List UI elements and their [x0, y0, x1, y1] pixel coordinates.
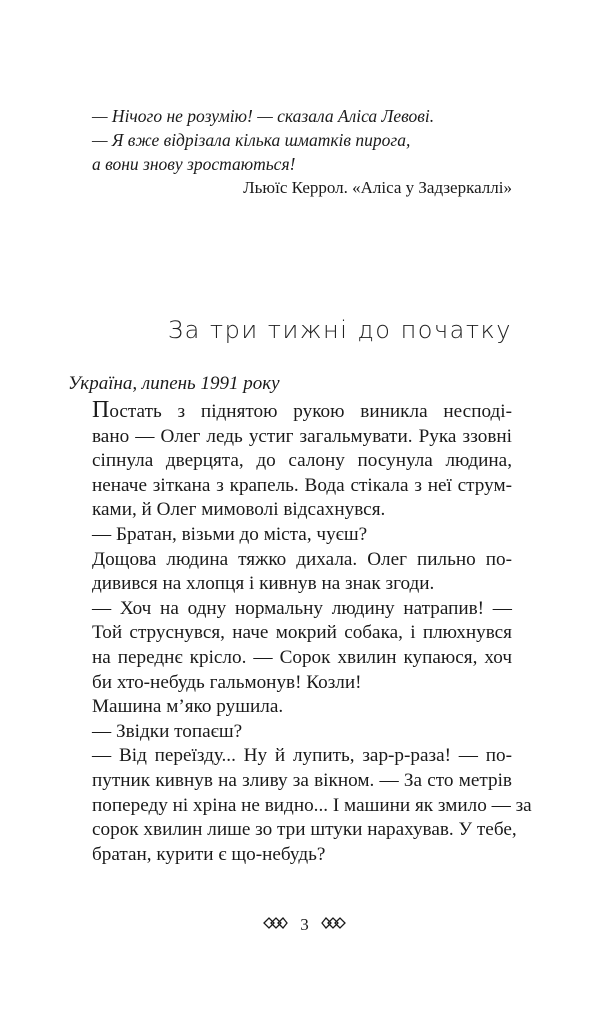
ornament-right-icon [321, 915, 347, 935]
body-line: Дощова людина тяжко дихала. Олег пильно по- [92, 548, 512, 570]
body-line: Машина м’яко рушила. [92, 696, 284, 718]
body-line: остать з піднятою рукою виникла несподі- [109, 401, 512, 422]
body-line: сіпнула дверцята, до салону посунула людина, [92, 450, 512, 472]
epigraph-line: а вони знову зростаються! [92, 154, 296, 174]
body-line: на переднє крісло. — Сорок хвилин купаюся, хоч [92, 646, 512, 668]
body-line: сорок хвилин лише зо три штуки нарахував. У тебе, [92, 819, 517, 841]
body-line: братан, курити є що-небудь? [92, 843, 326, 865]
page-footer [0, 914, 609, 935]
body-line: ками, й Олег мимоволі відсахнувся. [92, 499, 386, 521]
body-line: — Від переїзду... Ну й лупить, зар-р-раза! — по- [92, 745, 512, 767]
body-line-first [92, 398, 512, 425]
dateline: Україна, липень 1991 року [68, 373, 280, 394]
chapter-title: За три тижні до початку [167, 316, 512, 344]
drop-cap: П [92, 397, 110, 423]
body-line: путник кивнув на зливу за вікном. — За сто метрів [92, 769, 512, 791]
body-line: Той струснувся, наче мокрий собака, і плюхнувся [92, 622, 512, 644]
page-number: 3 [300, 915, 309, 935]
body-line: би хто-небудь гальмонув! Козли! [92, 671, 362, 693]
ornament-left-icon [262, 915, 288, 935]
body-line: вано — Олег ледь устиг загальмувати. Рука ззовні [92, 425, 512, 447]
body-line: — Хоч на одну нормальну людину натрапив! — [92, 597, 512, 619]
body-line: неначе зіткана з крапель. Вода стікала з неї струм- [92, 474, 512, 496]
body-line: дивився на хлопця і кивнув на знак згоди. [92, 573, 435, 595]
body-line: — Звідки топаєш? [92, 720, 243, 742]
epigraph-line: — Нічого не розумію! — сказала Аліса Левові. [92, 106, 435, 126]
epigraph [92, 104, 512, 200]
epigraph-attribution: Льюїс Керрол. «Аліса у Задзеркаллі» [243, 178, 512, 197]
body-line: — Братан, візьми до міста, чуєш? [92, 523, 368, 545]
body-text [92, 397, 532, 867]
body-line: попереду ні хріна не видно... І машини як змило — за [92, 794, 532, 816]
epigraph-line: — Я вже відрізала кілька шматків пирога, [92, 130, 411, 150]
